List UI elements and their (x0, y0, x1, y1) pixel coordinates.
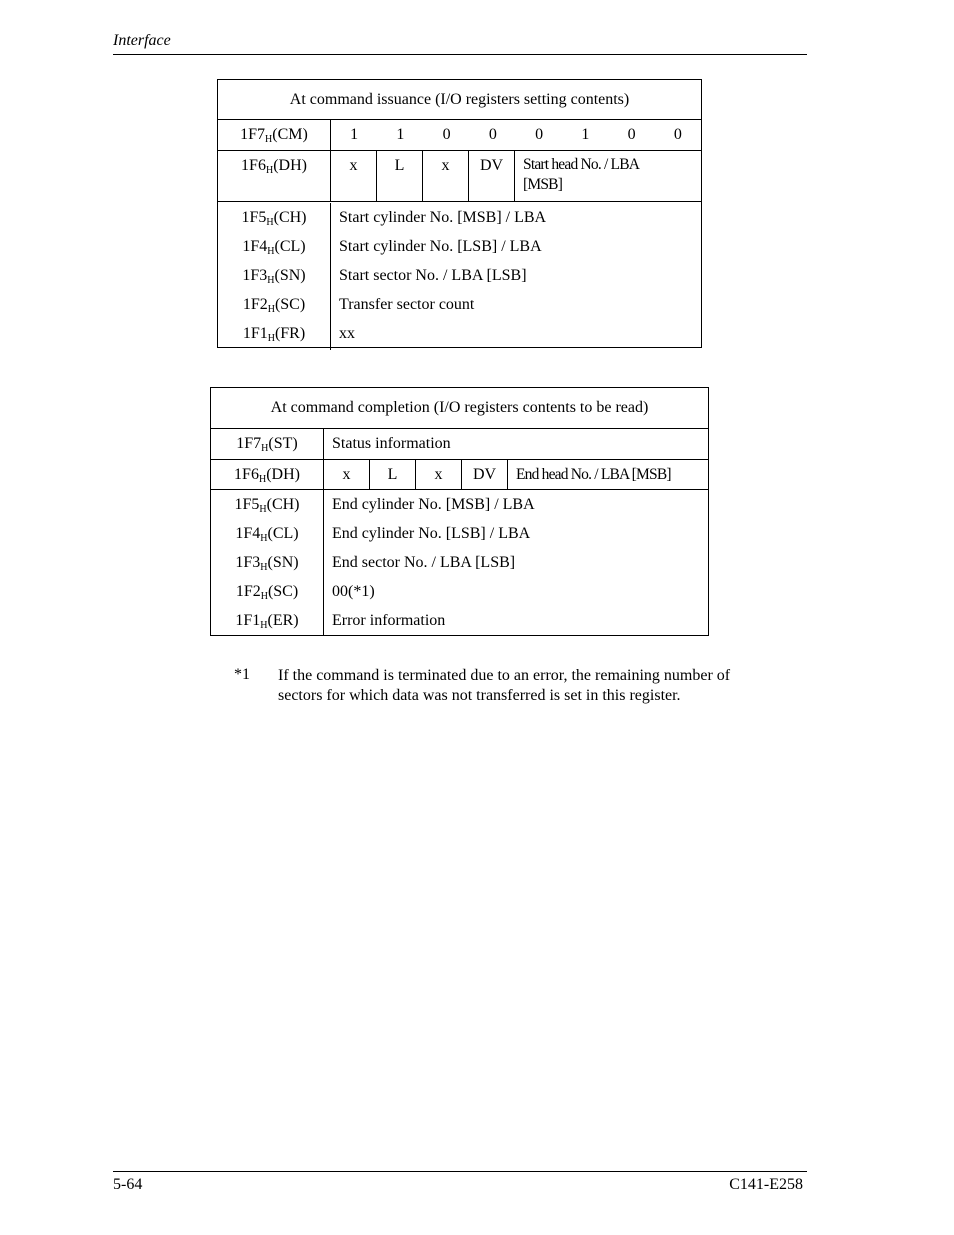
page-number: 5-64 (113, 1176, 143, 1193)
register-label: $1F4_H(CL)$ (235, 525, 299, 544)
bit-6: 1 (396, 126, 405, 143)
command-completion-table (210, 387, 709, 636)
dh-bit-cell: L (370, 460, 416, 489)
register-value: Start cylinder No. [MSB] / LBA (339, 209, 547, 226)
register-group (211, 490, 708, 635)
bit-4: 0 (488, 126, 497, 143)
register-label: $1F5_H(CH)$ (241, 209, 307, 228)
dh-bit-cell: DV (462, 460, 508, 489)
register-label: $1F2_H(SC)$ (235, 583, 299, 602)
register-row-dh (218, 151, 701, 202)
register-label: $1F3_H(SN)$ (242, 267, 306, 286)
register-row-cm (218, 120, 701, 151)
dh-bit-cell: DV (469, 151, 515, 201)
dh-bit-cell: x (331, 151, 377, 201)
register-value: Error information (332, 612, 446, 629)
register-label: $1F6_H(DH)$ (211, 460, 324, 489)
register-label: $1F4_H(CL)$ (242, 238, 306, 257)
command-bits (331, 120, 701, 150)
command-issuance-table (217, 79, 702, 348)
bit-0: 0 (673, 126, 682, 143)
bit-3: 0 (535, 126, 544, 143)
register-label: $1F3_H(SN)$ (235, 554, 299, 573)
document-id: C141-E258 (729, 1176, 803, 1193)
dh-head-field: Start head No. / LBA [MSB] (523, 156, 639, 193)
dh-bit-cell: x (416, 460, 462, 489)
bit-5: 0 (442, 126, 451, 143)
table-caption: At command issuance (I/O registers setting contents) (218, 80, 701, 120)
register-label: $1F1_H(ER)$ (235, 612, 299, 631)
register-row-st (211, 429, 708, 460)
running-header: Interface (113, 32, 171, 49)
register-label: $1F7_H(CM)$ (218, 120, 331, 150)
register-value: Status information (332, 435, 451, 452)
register-value-column (331, 203, 701, 350)
register-value: xx (339, 325, 355, 342)
register-label: $1F2_H(SC)$ (242, 296, 306, 315)
register-value: End cylinder No. [LSB] / LBA (332, 525, 531, 542)
register-value: 00(*1) (332, 583, 375, 600)
register-value: Start sector No. / LBA [LSB] (339, 267, 527, 284)
register-label: $1F1_H(FR)$ (242, 325, 306, 344)
dh-bit-cell: x (324, 460, 370, 489)
footer-rule (113, 1171, 807, 1172)
register-label-column (218, 203, 331, 350)
dh-bit-cell: L (377, 151, 423, 201)
register-value: End cylinder No. [MSB] / LBA (332, 496, 535, 513)
dh-head-field: End head No. / LBA [MSB] (516, 466, 671, 483)
register-value-column (324, 490, 708, 635)
bit-7: 1 (350, 126, 359, 143)
register-label: $1F7_H(ST)$ (211, 429, 324, 459)
register-row-dh (211, 460, 708, 490)
register-value: End sector No. / LBA [LSB] (332, 554, 516, 571)
register-value: Transfer sector count (339, 296, 475, 313)
register-label: $1F5_H(CH)$ (234, 496, 300, 515)
bit-1: 0 (627, 126, 636, 143)
table-caption: At command completion (I/O registers contents to be read) (211, 388, 708, 429)
register-value: Start cylinder No. [LSB] / LBA (339, 238, 542, 255)
register-label-column (211, 490, 324, 635)
register-label: $1F6_H(DH)$ (218, 151, 331, 201)
bit-2: 1 (581, 126, 590, 143)
register-group (218, 202, 701, 350)
header-rule (113, 54, 807, 55)
dh-bit-cell: x (423, 151, 469, 201)
footnote-marker: *1 (234, 666, 250, 683)
footnote-text: If the command is terminated due to an error, the remaining number of sectors for which data was not transferred is set in this register. (278, 667, 731, 704)
